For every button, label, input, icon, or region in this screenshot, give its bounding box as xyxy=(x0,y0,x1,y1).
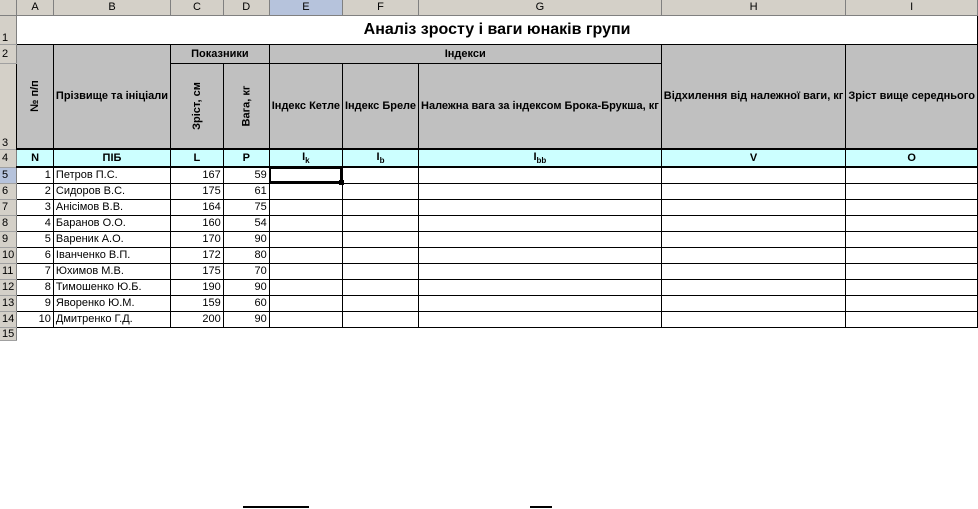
cell-quetelet[interactable] xyxy=(269,215,342,231)
cell-weight[interactable]: 70 xyxy=(223,263,269,279)
cell-quetelet[interactable] xyxy=(269,279,342,295)
cell-deviation[interactable] xyxy=(661,263,846,279)
column-header-row xyxy=(0,0,977,15)
cell-height[interactable]: 200 xyxy=(171,311,224,327)
row-header-3[interactable]: 3 xyxy=(0,63,17,149)
row-header-13[interactable]: 13 xyxy=(0,295,17,311)
cell-quetelet[interactable] xyxy=(269,199,342,215)
row-header-12[interactable]: 12 xyxy=(0,279,17,295)
cell-above-average[interactable] xyxy=(846,183,978,199)
cell-above-average[interactable] xyxy=(846,279,978,295)
cell-weight[interactable]: 54 xyxy=(223,215,269,231)
cell-deviation[interactable] xyxy=(661,167,846,183)
cell-broca[interactable] xyxy=(419,279,662,295)
cell-above-average[interactable] xyxy=(846,199,978,215)
row-header-9[interactable]: 9 xyxy=(0,231,17,247)
code-ibb-base: I xyxy=(533,150,537,163)
code-ib[interactable] xyxy=(342,149,418,167)
table-row xyxy=(0,279,977,295)
cell-quetelet[interactable] xyxy=(269,295,342,311)
cell-broca[interactable] xyxy=(419,247,662,263)
table-row xyxy=(0,247,977,263)
cell-weight[interactable]: 90 xyxy=(223,311,269,327)
row-header-2[interactable]: 2 xyxy=(0,44,17,63)
code-pib[interactable]: ПІБ xyxy=(53,149,170,167)
table-row xyxy=(0,215,977,231)
cell-deviation[interactable] xyxy=(661,199,846,215)
cell-height[interactable]: 170 xyxy=(171,231,224,247)
column-header-c[interactable]: C xyxy=(171,0,224,15)
cell-brele[interactable] xyxy=(342,247,418,263)
row-header-4[interactable]: 4 xyxy=(0,149,17,167)
row-header-15[interactable]: 15 xyxy=(0,327,17,340)
cell-broca[interactable] xyxy=(419,231,662,247)
cell-brele[interactable] xyxy=(342,311,418,327)
cell-number[interactable]: 1 xyxy=(17,167,54,183)
cell-height[interactable]: 167 xyxy=(171,167,224,183)
cell-number[interactable]: 3 xyxy=(17,199,54,215)
cell-number[interactable]: 4 xyxy=(17,215,54,231)
table-row xyxy=(0,231,977,247)
header-height-text: Зріст, см xyxy=(190,81,203,130)
cell-name[interactable]: Тимошенко Ю.Б. xyxy=(53,279,170,295)
cell-name[interactable]: Анісімов В.В. xyxy=(53,199,170,215)
header-height[interactable] xyxy=(171,63,224,149)
cell-quetelet[interactable] xyxy=(269,183,342,199)
header-number[interactable] xyxy=(17,44,54,149)
cell-number[interactable]: 2 xyxy=(17,183,54,199)
cell-number[interactable]: 10 xyxy=(17,311,54,327)
cell-number[interactable]: 9 xyxy=(17,295,54,311)
cell-above-average[interactable] xyxy=(846,263,978,279)
cell-deviation[interactable] xyxy=(661,279,846,295)
cell-broca[interactable] xyxy=(419,295,662,311)
column-header-h[interactable]: H xyxy=(661,0,846,15)
underline-mark-small xyxy=(530,506,552,508)
cell-quetelet[interactable] xyxy=(269,231,342,247)
cell-above-average[interactable] xyxy=(846,167,978,183)
table-row xyxy=(0,263,977,279)
header-deviation[interactable]: Відхилення від належної ваги, кг xyxy=(661,44,846,149)
row-header-7[interactable]: 7 xyxy=(0,199,17,215)
cell-name[interactable]: Петров П.С. xyxy=(53,167,170,183)
code-v[interactable]: V xyxy=(661,149,846,167)
code-ik[interactable] xyxy=(269,149,342,167)
cell-brele[interactable] xyxy=(342,215,418,231)
cell-deviation[interactable] xyxy=(661,247,846,263)
code-l[interactable]: L xyxy=(171,149,224,167)
row-header-14[interactable]: 14 xyxy=(0,311,17,327)
cell-number[interactable]: 8 xyxy=(17,279,54,295)
code-n[interactable]: N xyxy=(17,149,54,167)
code-ib-sub: b xyxy=(379,156,385,166)
cell-deviation[interactable] xyxy=(661,311,846,327)
cell-name[interactable]: Дмитренко Г.Д. xyxy=(53,311,170,327)
header-number-text: № п/п xyxy=(29,80,42,113)
cell-broca[interactable] xyxy=(419,263,662,279)
column-header-g[interactable]: G xyxy=(419,0,662,15)
cell-above-average[interactable] xyxy=(846,311,978,327)
column-header-b[interactable]: B xyxy=(53,0,170,15)
cell-name[interactable]: Баранов О.О. xyxy=(53,215,170,231)
cell-broca[interactable] xyxy=(419,199,662,215)
cell-weight[interactable]: 75 xyxy=(223,199,269,215)
cell-quetelet[interactable] xyxy=(269,311,342,327)
header-quetelet-index[interactable]: Індекс Кетле xyxy=(269,63,342,149)
column-header-a[interactable]: A xyxy=(17,0,54,15)
cell-broca[interactable] xyxy=(419,167,662,183)
header-indicators[interactable]: Показники xyxy=(171,44,270,63)
cell-weight[interactable]: 90 xyxy=(223,279,269,295)
cell-height[interactable]: 159 xyxy=(171,295,224,311)
cell-height[interactable]: 175 xyxy=(171,263,224,279)
column-header-e[interactable]: E xyxy=(269,0,342,15)
cell-number[interactable]: 7 xyxy=(17,263,54,279)
column-header-f[interactable]: F xyxy=(342,0,418,15)
cell-name[interactable]: Іванченко В.П. xyxy=(53,247,170,263)
cell-broca[interactable] xyxy=(419,311,662,327)
cell-height[interactable]: 172 xyxy=(171,247,224,263)
cell-name[interactable]: Яворенко Ю.М. xyxy=(53,295,170,311)
cell-height[interactable]: 175 xyxy=(171,183,224,199)
cell-broca[interactable] xyxy=(419,215,662,231)
cell-weight[interactable]: 80 xyxy=(223,247,269,263)
code-ib-base: I xyxy=(376,150,380,163)
row-header-6[interactable]: 6 xyxy=(0,183,17,199)
cell-above-average[interactable] xyxy=(846,247,978,263)
cell-name[interactable]: Сидоров В.С. xyxy=(53,183,170,199)
cell-name[interactable]: Вареник А.О. xyxy=(53,231,170,247)
table-row xyxy=(0,199,977,215)
cell-brele[interactable] xyxy=(342,263,418,279)
cell-quetelet[interactable] xyxy=(269,167,342,183)
row-header-11[interactable]: 11 xyxy=(0,263,17,279)
cell-number[interactable]: 6 xyxy=(17,247,54,263)
row-header-8[interactable]: 8 xyxy=(0,215,17,231)
header-weight[interactable] xyxy=(223,63,269,149)
cell-broca[interactable] xyxy=(419,183,662,199)
cell-above-average[interactable] xyxy=(846,215,978,231)
cell-number[interactable]: 5 xyxy=(17,231,54,247)
code-ibb[interactable] xyxy=(419,149,662,167)
cell-weight[interactable]: 90 xyxy=(223,231,269,247)
code-p[interactable]: P xyxy=(223,149,269,167)
cell-brele[interactable] xyxy=(342,167,418,183)
cell-above-average[interactable] xyxy=(846,231,978,247)
table-row xyxy=(0,183,977,199)
header-name[interactable]: Прізвище та ініціали xyxy=(53,44,170,149)
sheet-title[interactable]: Аналіз зросту і ваги юнаків групи xyxy=(17,15,978,44)
underline-mark xyxy=(243,506,309,508)
row-header-1[interactable]: 1 xyxy=(0,15,17,44)
cell-height[interactable]: 164 xyxy=(171,199,224,215)
cell-weight[interactable]: 61 xyxy=(223,183,269,199)
cell-deviation[interactable] xyxy=(661,183,846,199)
cell-deviation[interactable] xyxy=(661,231,846,247)
code-ik-sub: k xyxy=(305,156,310,166)
cell-deviation[interactable] xyxy=(661,215,846,231)
cell-weight[interactable]: 60 xyxy=(223,295,269,311)
table-row xyxy=(0,167,977,183)
cell-brele[interactable] xyxy=(342,279,418,295)
cell-deviation[interactable] xyxy=(661,295,846,311)
code-ibb-sub: bb xyxy=(536,156,547,166)
cell-height[interactable]: 160 xyxy=(171,215,224,231)
cell-name[interactable]: Юхимов М.В. xyxy=(53,263,170,279)
empty-row[interactable] xyxy=(17,327,978,340)
code-o[interactable]: O xyxy=(846,149,978,167)
row-header-5[interactable]: 5 xyxy=(0,167,17,183)
header-weight-text: Вага, кг xyxy=(240,85,253,127)
column-header-d[interactable]: D xyxy=(223,0,269,15)
header-brele-index[interactable]: Індекс Бреле xyxy=(342,63,418,149)
cell-brele[interactable] xyxy=(342,295,418,311)
cell-above-average[interactable] xyxy=(846,295,978,311)
table-row xyxy=(0,311,977,327)
table-row xyxy=(0,295,977,311)
row-header-10[interactable]: 10 xyxy=(0,247,17,263)
select-all-corner[interactable] xyxy=(0,0,17,15)
cell-quetelet[interactable] xyxy=(269,247,342,263)
code-ik-base: I xyxy=(302,150,306,163)
cell-height[interactable]: 190 xyxy=(171,279,224,295)
cell-brele[interactable] xyxy=(342,183,418,199)
fill-handle[interactable] xyxy=(339,180,344,185)
cell-weight[interactable]: 59 xyxy=(223,167,269,183)
header-above-average[interactable]: Зріст вище середнього xyxy=(846,44,978,149)
header-broca-weight[interactable]: Належна вага за індексом Брока-Брукша, кг xyxy=(419,63,662,149)
cell-brele[interactable] xyxy=(342,199,418,215)
column-header-i[interactable]: I xyxy=(846,0,978,15)
header-indices[interactable]: Індекси xyxy=(269,44,661,63)
cell-brele[interactable] xyxy=(342,231,418,247)
cell-quetelet[interactable] xyxy=(269,263,342,279)
